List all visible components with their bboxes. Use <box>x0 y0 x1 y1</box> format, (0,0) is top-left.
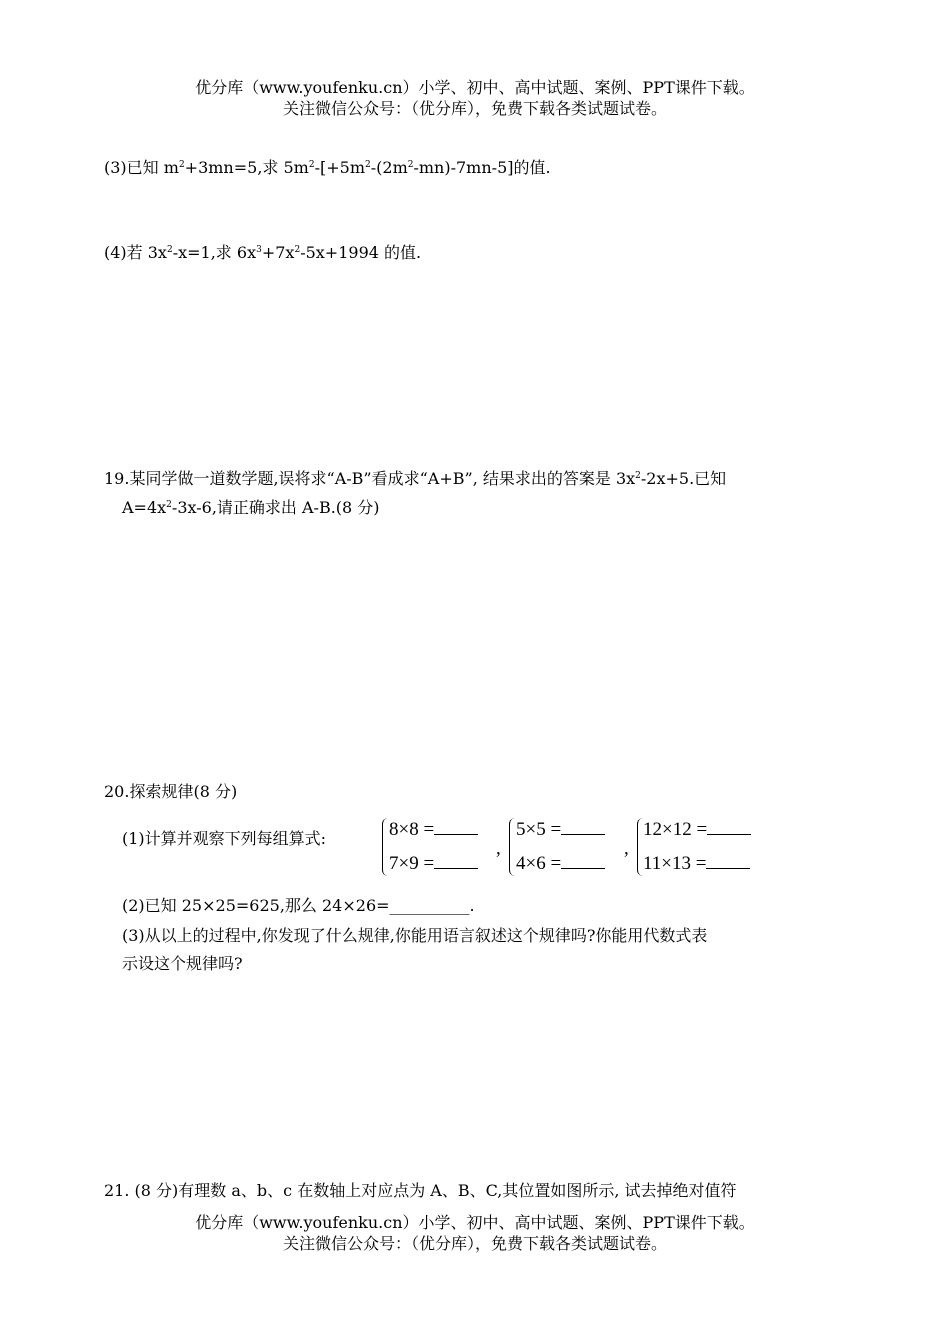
answer-blank[interactable] <box>561 852 605 869</box>
question-4: (4)若 $3x^2-x=1$,求 $6x^3+7x^2-5x+1994$ 的值. <box>104 243 422 262</box>
footer-line-2: 关注微信公众号：（优分库），免费下载各类试题试卷。 <box>282 1234 667 1253</box>
header-line-1: 优分库（www.youfenku.cn）小学、初中、高中试题、案例、PPT课件下载。 <box>195 78 755 97</box>
equation-1-bottom: 7×9 = <box>389 852 478 875</box>
answer-blank[interactable] <box>561 818 605 835</box>
brace-icon <box>382 818 389 876</box>
equation-2-bottom: 4×6 = <box>516 852 605 875</box>
separator-comma: , <box>496 838 501 859</box>
header-line-2: 关注微信公众号：（优分库），免费下载各类试题试卷。 <box>282 99 667 118</box>
equation-1-top: 8×8 = <box>389 818 478 841</box>
question-19-line-2: $A=4x^2-3x-6$,请正确求出 A-B.(8 分) <box>122 498 380 517</box>
answer-blank[interactable] <box>434 818 478 835</box>
separator-comma: , <box>624 838 629 859</box>
question-20-part-1-label: (1)计算并观察下列每组算式: <box>122 829 327 848</box>
question-20-part-2: (2)已知 25×25=625,那么 24×26=__________. <box>122 896 475 915</box>
answer-blank[interactable] <box>434 852 478 869</box>
question-20-part-3-line-1: (3)从以上的过程中,你发现了什么规律,你能用语言叙述这个规律吗?你能用代数式表 <box>122 926 708 945</box>
question-20-part-3-line-2: 示设这个规律吗? <box>122 954 243 973</box>
question-21-line-1: 21. (8 分)有理数 a、b、c 在数轴上对应点为 A、B、C,其位置如图所示, 试去掉绝对值符 <box>104 1181 737 1200</box>
footer-line-1: 优分库（www.youfenku.cn）小学、初中、高中试题、案例、PPT课件下载。 <box>195 1213 755 1232</box>
brace-icon <box>509 818 516 876</box>
question-19-line-1: 19.某同学做一道数学题,误将求“A-B”看成求“A+B”, 结果求出的答案是 $3x^2-2x+5$.已知 <box>104 469 727 488</box>
equation-3-bottom: 11×13 = <box>643 852 750 875</box>
answer-blank[interactable] <box>706 852 750 869</box>
question-20-title: 20.探索规律(8 分) <box>104 782 238 801</box>
equation-2-top: 5×5 = <box>516 818 605 841</box>
question-3: (3)已知 $m^2+3mn=5$,求 $5m^2-[+5m^2-(2m^2-mn)-7mn-5]$的值. <box>104 158 551 177</box>
answer-blank[interactable] <box>707 818 751 835</box>
equation-3-top: 12×12 = <box>643 818 751 841</box>
